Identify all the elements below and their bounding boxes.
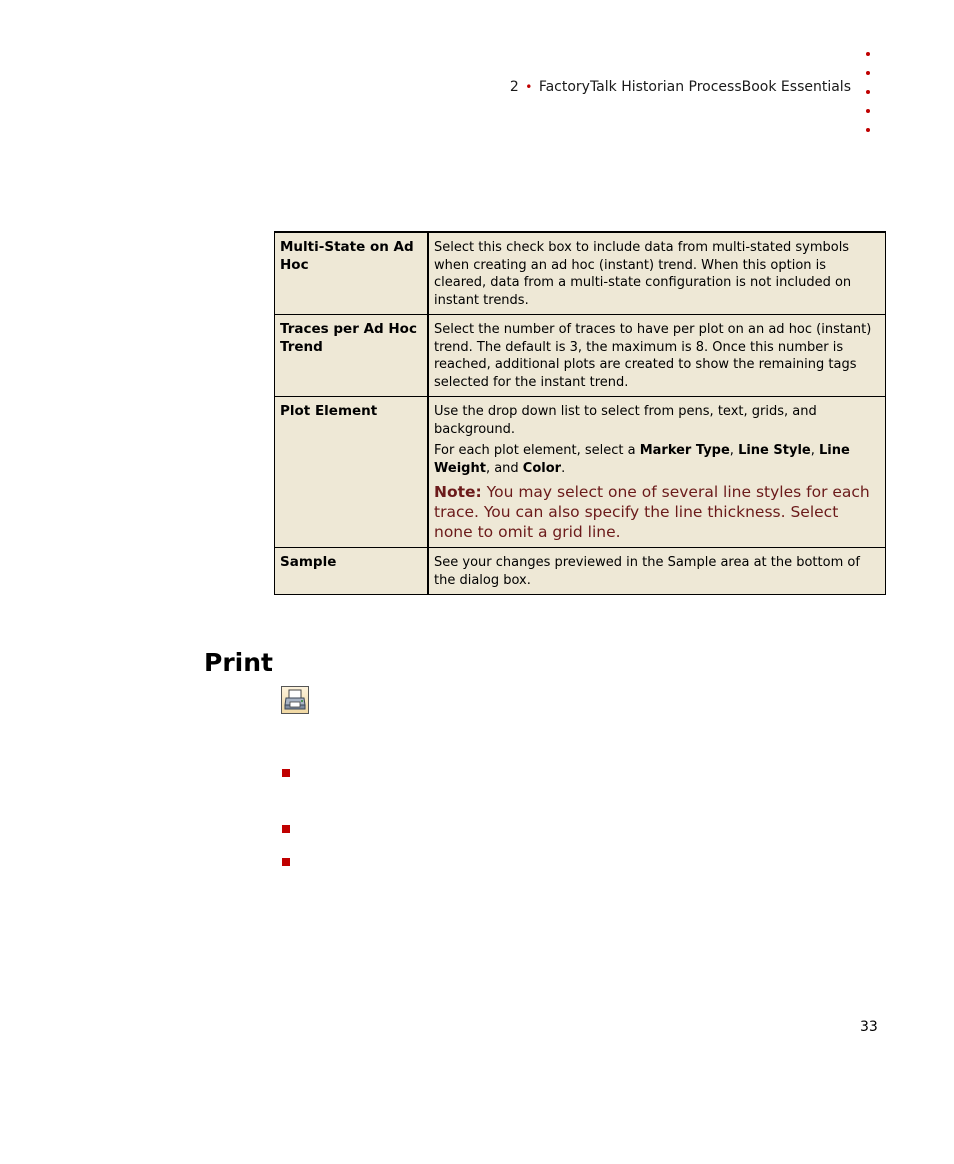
note xyxy=(434,482,880,542)
section-title: Print xyxy=(204,648,273,677)
term-color: Color xyxy=(522,460,562,476)
margin-dot xyxy=(866,109,870,113)
table-row xyxy=(275,232,886,315)
text-run: , xyxy=(729,443,739,458)
printer-icon[interactable] xyxy=(281,686,309,714)
option-description xyxy=(428,548,886,595)
margin-dot xyxy=(866,71,870,75)
description-text: Use the drop down list to select from pens, text, grids, and background. xyxy=(434,404,817,437)
term-line-style: Line Style xyxy=(738,443,811,458)
margin-dot xyxy=(866,128,870,132)
description-text: See your changes previewed in the Sample area at the bottom of the dialog box. xyxy=(434,555,860,588)
note-label: Note: xyxy=(434,483,482,501)
description-text: Select this check box to include data from multi-stated symbols when creating an ad hoc (instant) trend. When this option is cleared, data from a multi-state configuration is not included on instant trends. xyxy=(434,240,852,308)
note-text: You may select one of several line styles for each trace. You can also specify the line thickness. Select none to omit a grid line. xyxy=(434,483,870,541)
option-name: Sample xyxy=(275,548,429,595)
table-row xyxy=(275,397,886,548)
option-description xyxy=(428,397,886,548)
square-bullet xyxy=(282,858,290,866)
page-number: 33 xyxy=(860,1019,878,1035)
description-text: Select the number of traces to have per plot on an ad hoc (instant) trend. The default is 3, the maximum is 8. Once this number is reached, additional plots are created to show the remaining tags selected for the instant trend. xyxy=(434,322,872,390)
option-name: Traces per Ad Hoc Trend xyxy=(275,315,429,397)
option-name: Plot Element xyxy=(275,397,429,548)
table-row xyxy=(275,548,886,595)
chapter-number: 2 xyxy=(509,79,519,95)
text-run: . xyxy=(561,460,566,476)
term-marker-type: Marker Type xyxy=(639,443,730,458)
chapter-title: FactoryTalk Historian ProcessBook Essentials xyxy=(538,79,851,95)
table-row xyxy=(275,315,886,397)
term-line-weight: Line Weight xyxy=(434,443,850,476)
option-name: Multi-State on Ad Hoc xyxy=(275,232,429,315)
square-bullet xyxy=(282,825,290,833)
text-run: , xyxy=(810,443,819,458)
text-run: , and xyxy=(485,460,523,476)
option-description xyxy=(428,232,886,315)
header-separator: • xyxy=(525,80,533,94)
options-table xyxy=(274,231,886,595)
margin-dots xyxy=(865,52,875,147)
margin-dot xyxy=(866,52,870,56)
square-bullet xyxy=(282,769,290,777)
option-description xyxy=(428,315,886,397)
running-header xyxy=(510,79,851,95)
text-run: For each plot element, select a xyxy=(434,443,640,458)
description-text-terms xyxy=(434,442,880,477)
margin-dot xyxy=(866,90,870,94)
